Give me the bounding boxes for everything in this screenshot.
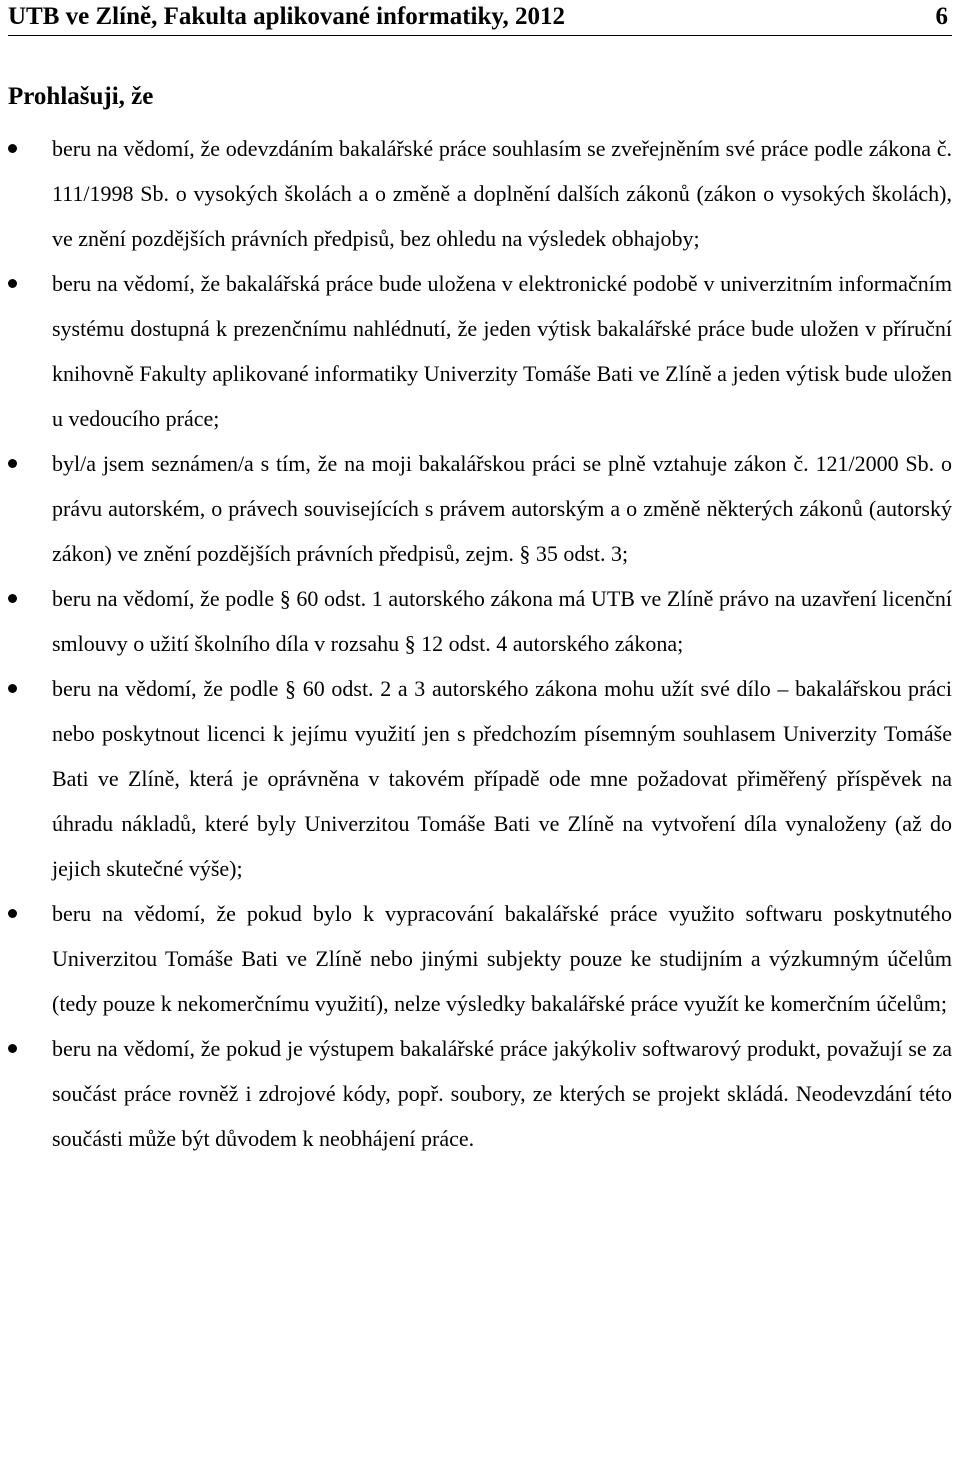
declaration-item bbox=[8, 891, 952, 1026]
declaration-text: beru na vědomí, že podle § 60 odst. 2 a 3 autorského zákona mohu užít své dílo – bakalářskou práci nebo poskytnout licenci k jejímu využití jen s předchozím písemným souhlasem Univerzity Tomáše Bati ve Zlíně, která je oprávněna v takovém případě ode mne požadovat přiměřený příspěvek na úhradu nákladů, které byly Univerzitou Tomáše Bati ve Zlíně na vytvoření díla vynaloženy (až do jejich skutečné výše); bbox=[52, 676, 952, 881]
declaration-item bbox=[8, 576, 952, 666]
declaration-text: byl/a jsem seznámen/a s tím, že na moji bakalářskou práci se plně vztahuje zákon č. 121/2000 Sb. o právu autorském, o právech souvisejících s právem autorským a o změně některých zákonů (autorský zákon) ve znění pozdějších právních předpisů, zejm. § 35 odst. 3; bbox=[52, 451, 952, 566]
declaration-text: beru na vědomí, že bakalářská práce bude uložena v elektronické podobě v univerzitním informačním systému dostupná k prezenčnímu nahlédnutí, že jeden výtisk bakalářské práce bude uložen v příruční knihovně Fakulty aplikované informatiky Univerzity Tomáše Bati ve Zlíně a jeden výtisk bude uložen u vedoucího práce; bbox=[52, 271, 952, 431]
page-number: 6 bbox=[935, 3, 948, 30]
bullet-icon bbox=[8, 144, 17, 153]
running-header bbox=[8, 0, 952, 36]
declaration-item bbox=[8, 261, 952, 441]
declaration-item bbox=[8, 441, 952, 576]
bullet-icon bbox=[8, 909, 17, 918]
bullet-icon bbox=[8, 279, 17, 288]
declaration-text: beru na vědomí, že odevzdáním bakalářské práce souhlasím se zveřejněním své práce podle zákona č. 111/1998 Sb. o vysokých školách a o změně a doplnění dalších zákonů (zákon o vysokých školách), ve znění pozdějších právních předpisů, bez ohledu na výsledek obhajoby; bbox=[52, 136, 952, 251]
bullet-icon bbox=[8, 594, 17, 603]
declaration-list bbox=[8, 126, 952, 1161]
header-title: UTB ve Zlíně, Fakulta aplikované informatiky, 2012 bbox=[8, 3, 566, 30]
declaration-item bbox=[8, 666, 952, 891]
declaration-heading: Prohlašuji, že bbox=[8, 83, 154, 110]
bullet-icon bbox=[8, 1044, 17, 1053]
declaration-item bbox=[8, 126, 952, 261]
declaration-text: beru na vědomí, že pokud je výstupem bakalářské práce jakýkoliv softwarový produkt, považují se za součást práce rovněž i zdrojové kódy, popř. soubory, ze kterých se projekt skládá. Neodevzdání této součásti může být důvodem k neobhájení práce. bbox=[52, 1036, 952, 1151]
declaration-item bbox=[8, 1026, 952, 1161]
declaration-text: beru na vědomí, že podle § 60 odst. 1 autorského zákona má UTB ve Zlíně právo na uzavření licenční smlouvy o užití školního díla v rozsahu § 12 odst. 4 autorského zákona; bbox=[52, 586, 952, 656]
bullet-icon bbox=[8, 684, 17, 693]
declaration-text: beru na vědomí, že pokud bylo k vypracování bakalářské práce využito softwaru poskytnutého Univerzitou Tomáše Bati ve Zlíně nebo jinými subjekty pouze ke studijním a výzkumným účelům (tedy pouze k nekomerčnímu využití), nelze výsledky bakalářské práce využít ke komerčním účelům; bbox=[52, 901, 952, 1016]
bullet-icon bbox=[8, 459, 17, 468]
